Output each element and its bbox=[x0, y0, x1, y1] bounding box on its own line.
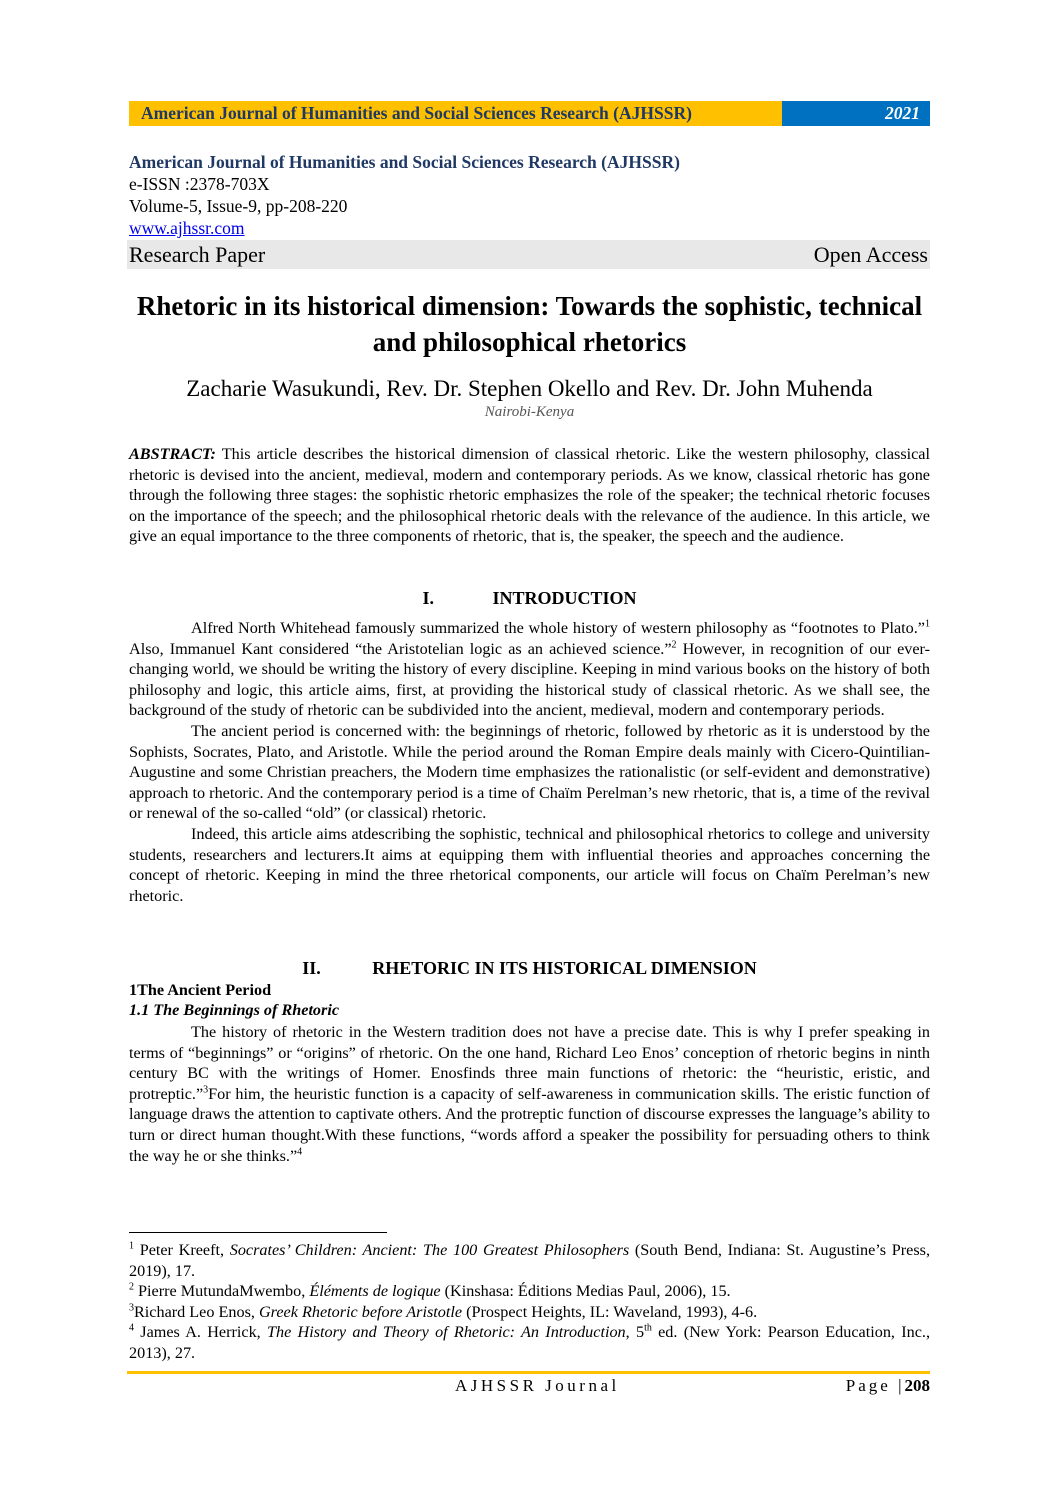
running-header bbox=[129, 101, 930, 126]
footer-divider bbox=[127, 1371, 930, 1374]
footnote-title: The History and Theory of Rhetoric: An Introduction bbox=[266, 1323, 626, 1341]
footnote-text: Peter Kreeft, bbox=[134, 1241, 230, 1259]
abstract bbox=[129, 444, 930, 547]
footnote-ref[interactable]: 2 bbox=[671, 639, 677, 651]
journal-website-link[interactable]: www.ajhssr.com bbox=[129, 218, 245, 238]
running-header-journal: American Journal of Humanities and Social Sciences Research (AJHSSR) bbox=[129, 101, 782, 126]
journal-name: American Journal of Humanities and Social Sciences Research (AJHSSR) bbox=[129, 152, 680, 172]
footnote-text: (Prospect Heights, IL: Waveland, 1993), 4-6. bbox=[462, 1302, 758, 1321]
abstract-text: This article describes the historical dimension of classical rhetoric. Like the western philosophy, classical rhetoric is devised into the ancient, medieval, modern and contemporary periods. As we know, classical rhetoric has gone through the following three stages: the sophistic rhetoric emphasizes the role of the speaker; the technical rhetoric focuses on the importance of the speech; and the philosophical rhetoric deals with the relevance of the audience. In this article, we give an equal importance to the three components of rhetoric, that is, the speaker, the speech and the audience. bbox=[129, 445, 930, 546]
abstract-label: ABSTRACT: bbox=[129, 445, 216, 463]
section-title: INTRODUCTION bbox=[492, 588, 637, 608]
footnote-title: Socrates’ Children: Ancient: The 100 Greatest Philosophers bbox=[229, 1241, 630, 1259]
introduction-body bbox=[129, 618, 930, 906]
footnote-text: Pierre MutundaMwembo, bbox=[134, 1282, 310, 1300]
subsubsection-heading: 1.1 The Beginnings of Rhetoric bbox=[129, 1001, 340, 1019]
footnote-ref[interactable]: 4 bbox=[297, 1146, 303, 1158]
article-type-bar bbox=[127, 240, 930, 269]
footnote-1 bbox=[129, 1240, 930, 1281]
footnote-3 bbox=[129, 1302, 930, 1323]
running-header-year: 2021 bbox=[782, 101, 930, 126]
footnote-text: Richard Leo Enos, bbox=[134, 1302, 259, 1321]
paper-affiliation: Nairobi-Kenya bbox=[484, 404, 575, 420]
footer-page-label: Page | bbox=[845, 1376, 905, 1395]
section-heading-introduction bbox=[129, 588, 930, 609]
footnote-text: ed. (New York: Pearson Education, Inc., 2013), 27. bbox=[129, 1323, 931, 1362]
footnote-ref[interactable]: 1 bbox=[925, 618, 930, 630]
footnote-text: (South Bend, Indiana: St. Augustine’s Press, 2019), 17. bbox=[129, 1241, 930, 1280]
footnote-text: , 5 bbox=[625, 1323, 645, 1341]
footnote-4 bbox=[129, 1322, 930, 1363]
footnotes bbox=[129, 1240, 930, 1363]
footnote-text: (Kinshasa: Éditions Medias Paul, 2006), 15. bbox=[440, 1282, 731, 1300]
paper-title: Rhetoric in its historical dimension: Towards the sophistic, technical and philosophical rhetorics bbox=[136, 291, 923, 357]
footnote-text: James A. Herrick, bbox=[134, 1323, 267, 1341]
footnote-ref[interactable]: 3 bbox=[203, 1084, 209, 1096]
journal-issn: e-ISSN :2378-703X bbox=[129, 174, 270, 194]
footnote-number: 3 bbox=[129, 1302, 134, 1314]
footnote-title: Greek Rhetoric before Aristotle bbox=[258, 1302, 463, 1321]
footnote-number: 4 bbox=[129, 1322, 134, 1334]
footer-journal: AJHSSR Journal bbox=[455, 1376, 620, 1395]
paragraph-text: The history of rhetoric in the Western tradition does not have a precise date. This is why I prefer speaking in terms of “beginnings” or “origins” of rhetoric. On the one hand, Richard Leo Enos’ conception of rhetoric begins in ninth century BC with the writings of Homer. Enosfinds three main functions of rhetoric: the “heuristic, eristic, and protreptic.” bbox=[129, 1023, 930, 1103]
footer-page bbox=[846, 1376, 930, 1396]
section2-body bbox=[129, 1022, 930, 1166]
paragraph bbox=[129, 1022, 930, 1166]
paragraph-text: For him, the heuristic function is a capacity of self-awareness in communication skills. The eristic function of language draws the attention to captivate others. And the protreptic function of discourse expresses the language’s ability to turn or direct human thought.With these functions, “words afford a speaker the possibility for persuading others to think the way he or she thinks.” bbox=[129, 1084, 930, 1165]
access-type: Open Access bbox=[813, 241, 928, 267]
footnote-superscript: th bbox=[644, 1322, 652, 1334]
footer-page-number: 208 bbox=[904, 1376, 930, 1395]
subsection-heading: 1The Ancient Period bbox=[129, 981, 272, 999]
footnote-title: Éléments de logique bbox=[309, 1282, 441, 1300]
paper-authors: Zacharie Wasukundi, Rev. Dr. Stephen Okello and Rev. Dr. John Muhenda bbox=[186, 376, 873, 401]
journal-info bbox=[129, 151, 680, 239]
paragraph bbox=[129, 618, 930, 721]
journal-volume: Volume-5, Issue-9, pp-208-220 bbox=[129, 196, 348, 216]
paragraph-text: Also, Immanuel Kant considered “the Aristotelian logic as an achieved science.” bbox=[129, 639, 672, 658]
paragraph: Indeed, this article aims atdescribing the sophistic, technical and philosophical rhetorics to college and university students, researchers and lecturers.It aims at equipping them with influential theories and approaches concerning the concept of rhetoric. Keeping in mind the three rhetorical components, our article will focus on Chaïm Perelman’s new rhetoric. bbox=[129, 824, 930, 905]
article-type: Research Paper bbox=[129, 241, 266, 267]
section-number: I. bbox=[422, 588, 434, 608]
page-footer bbox=[129, 1376, 930, 1396]
footnote-number: 2 bbox=[129, 1281, 134, 1293]
footnote-number: 1 bbox=[129, 1240, 134, 1252]
section-heading-historical-dimension bbox=[129, 958, 930, 979]
section-number: II. bbox=[302, 958, 321, 978]
footnote-2 bbox=[129, 1281, 930, 1302]
paragraph-text: However, in recognition of our ever-changing world, we should be writing the history of every discipline. Keeping in mind various books on the history of both philosophy and logic, this article aims, first, at providing the historical study of classical rhetoric. As we shall see, the background of the study of rhetoric can be subdivided into the ancient, medieval, modern and contemporary periods. bbox=[129, 639, 930, 720]
paragraph-text: Alfred North Whitehead famously summarized the whole history of western philosophy as “footnotes to Plato.” bbox=[191, 619, 925, 637]
footnote-divider bbox=[129, 1232, 387, 1233]
section-title: RHETORIC IN ITS HISTORICAL DIMENSION bbox=[372, 958, 757, 978]
paragraph: The ancient period is concerned with: the beginnings of rhetoric, followed by rhetoric as it is understood by the Sophists, Socrates, Plato, and Aristotle. While the period around the Roman Empire deals mainly with Cicero-Quintilian-Augustine and some Christian preachers, the Modern time emphasizes the rationalistic (or self-evident and demonstrative) approach to rhetoric. And the contemporary period is a time of Chaïm Perelman’s new rhetoric, that is, a time of the revival or renewal of the so-called “old” (or classical) rhetoric. bbox=[129, 721, 930, 823]
